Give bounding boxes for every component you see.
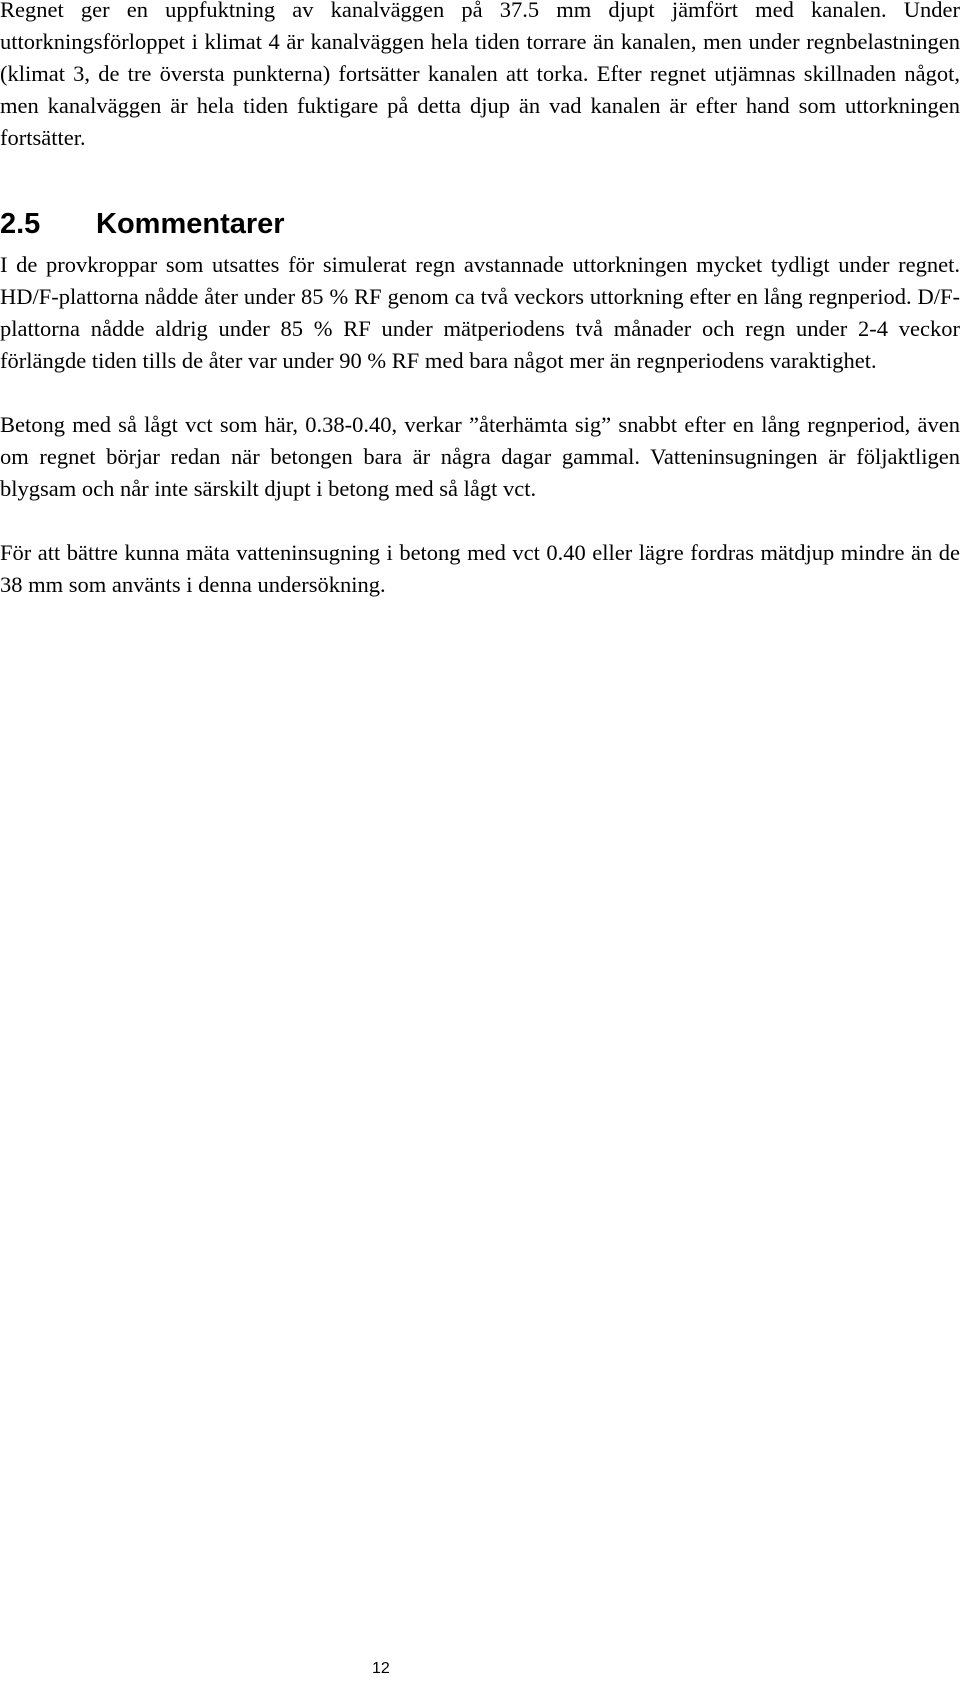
body-paragraph: I de provkroppar som utsattes för simulerat regn avstannade uttorkningen mycket tydligt under regnet. HD/F-plattorna nådde åter under 85 % RF genom ca två veckors uttorkning efter en lång regnperiod. D/F-plattorna nådde aldrig under 85 % RF under mätperiodens två månader och regn under 2-4 veckor förlängde tiden tills de åter var under 90 % RF med bara något mer än regnperiodens varaktighet. (0, 252, 960, 373)
body-paragraph: För att bättre kunna mäta vatteninsugning i betong med vct 0.40 eller lägre fordras mätdjup mindre än de 38 mm som använts i denna undersökning. (0, 540, 960, 597)
body-paragraph: Betong med så lågt vct som här, 0.38-0.40, verkar ”återhämta sig” snabbt efter en lång regnperiod, även om regnet börjar redan när betongen bara är några dagar gammal. Vatteninsugningen är följaktligen blygsam och når inte särskilt djupt i betong med så lågt vct. (0, 412, 960, 501)
section-heading (0, 207, 285, 241)
section-number: 2.5 (0, 208, 41, 240)
page-number: 12 (372, 1660, 390, 1677)
section-title: Kommentarer (96, 208, 285, 240)
intro-paragraph: Regnet ger en uppfuktning av kanalväggen på 37.5 mm djupt jämfört med kanalen. Under uttorkningsförloppet i klimat 4 är kanalväggen hela tiden torrare än kanalen, men under regnbelastningen (klimat 3, de tre översta punkterna) fortsätter kanalen att torka. Efter regnet utjämnas skillnaden något, men kanalväggen är hela tiden fuktigare på detta djup än vad kanalen är efter hand som uttorkningen fortsätter. (0, 0, 960, 150)
